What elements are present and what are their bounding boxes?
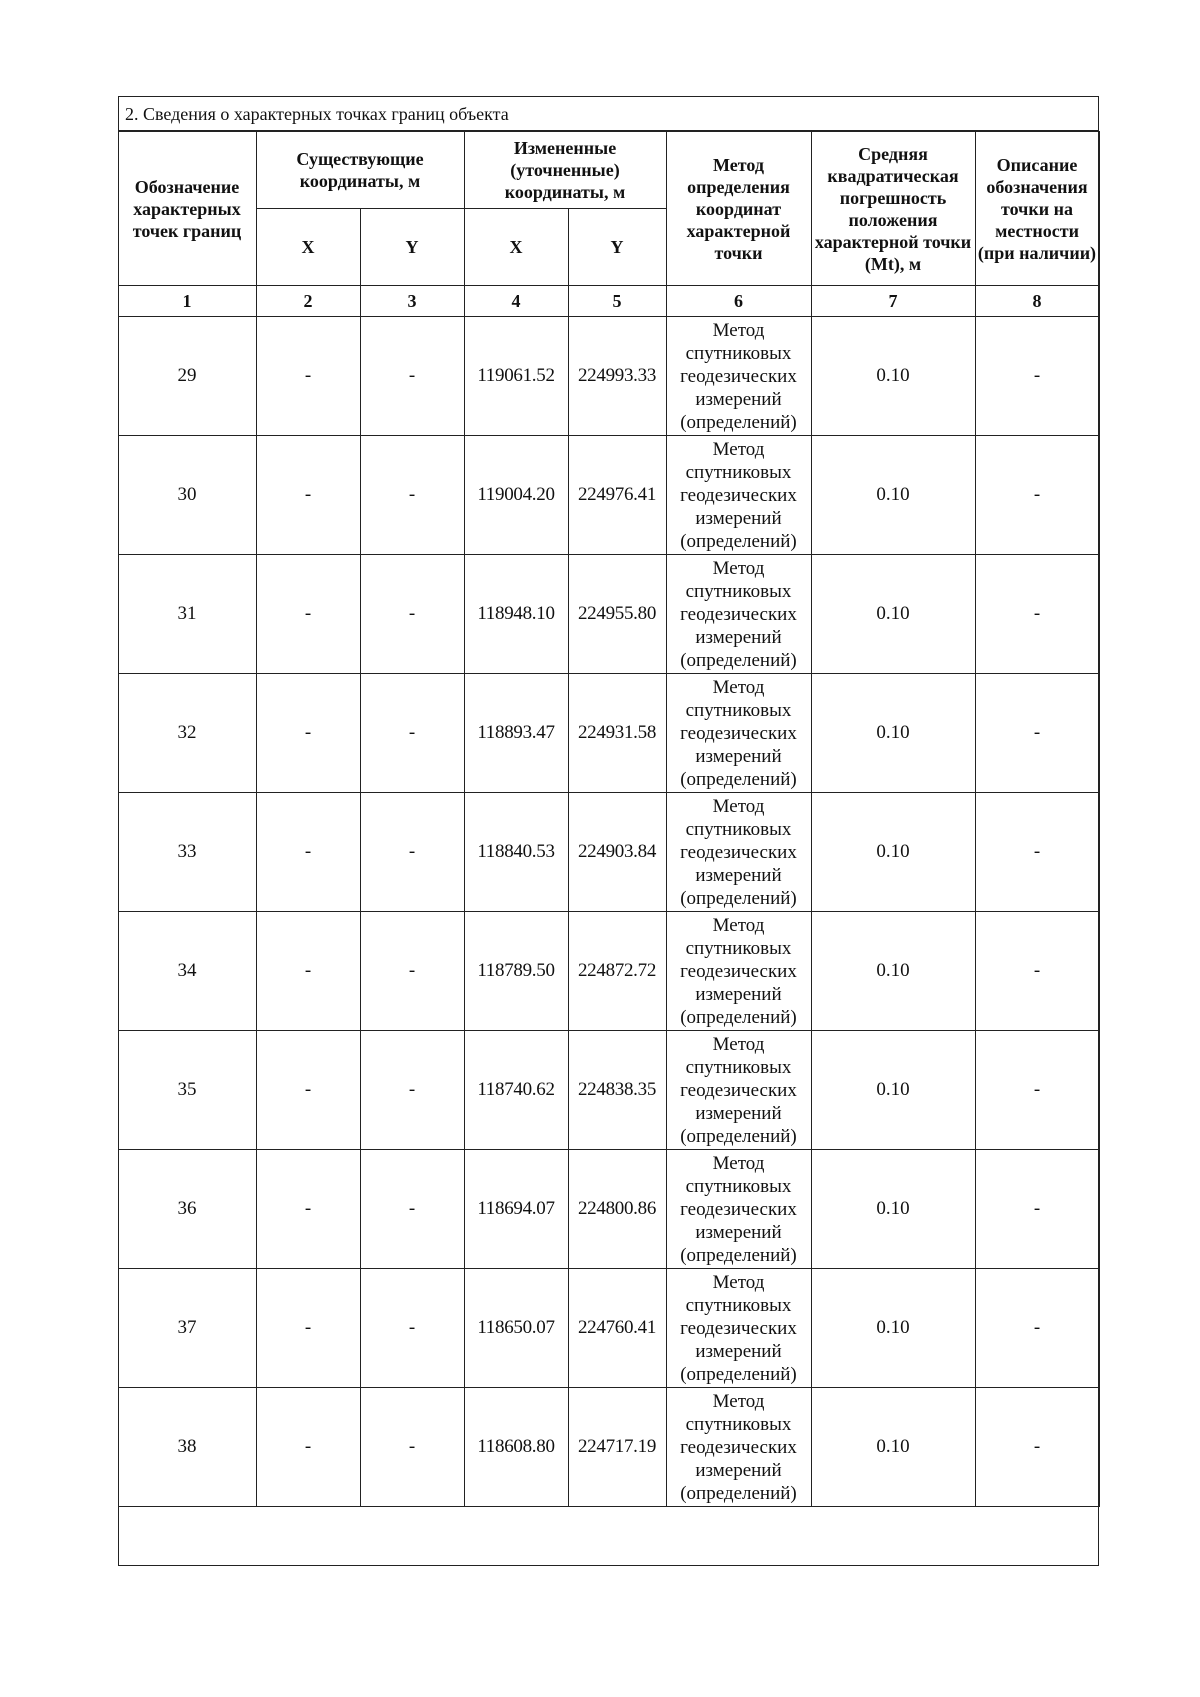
cell-existing-x: - (256, 1388, 360, 1507)
cell-changed-x: 119004.20 (464, 436, 568, 555)
table-row (118, 912, 1099, 1031)
header-existing-x: X (256, 209, 360, 286)
cell-point-id: 29 (118, 317, 256, 436)
cell-changed-y: 224872.72 (568, 912, 666, 1031)
cell-existing-y: - (360, 1388, 464, 1507)
cell-existing-y: - (360, 1031, 464, 1150)
header-existing-y: Y (360, 209, 464, 286)
table-row (118, 436, 1099, 555)
cell-existing-x: - (256, 436, 360, 555)
cell-existing-y: - (360, 317, 464, 436)
section-title: 2. Сведения о характерных точках границ объекта (119, 97, 1098, 131)
cell-description: - (975, 555, 1099, 674)
cell-changed-x: 118840.53 (464, 793, 568, 912)
table-row (118, 674, 1099, 793)
cell-changed-x: 118650.07 (464, 1269, 568, 1388)
cell-description: - (975, 1031, 1099, 1150)
table-row (118, 1150, 1099, 1269)
cell-changed-y: 224931.58 (568, 674, 666, 793)
column-number: 6 (666, 286, 811, 317)
cell-method: Метод спутниковых геодезических измерений (определений) (666, 1269, 811, 1388)
column-number: 3 (360, 286, 464, 317)
header-changed-y: Y (568, 209, 666, 286)
column-number: 2 (256, 286, 360, 317)
cell-changed-y: 224760.41 (568, 1269, 666, 1388)
cell-description: - (975, 912, 1099, 1031)
cell-changed-x: 118608.80 (464, 1388, 568, 1507)
cell-mean-error: 0.10 (811, 1031, 975, 1150)
cell-point-id: 34 (118, 912, 256, 1031)
column-number: 1 (118, 286, 256, 317)
cell-point-id: 38 (118, 1388, 256, 1507)
cell-existing-x: - (256, 912, 360, 1031)
cell-mean-error: 0.10 (811, 436, 975, 555)
cell-description: - (975, 1269, 1099, 1388)
table-row (118, 1031, 1099, 1150)
header-description: Описание обозначения точки на местности (при наличии) (975, 132, 1099, 286)
column-number: 4 (464, 286, 568, 317)
cell-changed-x: 119061.52 (464, 317, 568, 436)
cell-point-id: 32 (118, 674, 256, 793)
table-row (118, 317, 1099, 436)
column-number: 8 (975, 286, 1099, 317)
cell-changed-y: 224993.33 (568, 317, 666, 436)
cell-existing-x: - (256, 793, 360, 912)
cell-mean-error: 0.10 (811, 912, 975, 1031)
table-row (118, 1388, 1099, 1507)
cell-changed-x: 118694.07 (464, 1150, 568, 1269)
header-method: Метод определения координат характерной точки (666, 132, 811, 286)
header-existing-coordinates: Существующие координаты, м (256, 132, 464, 209)
cell-method: Метод спутниковых геодезических измерений (определений) (666, 793, 811, 912)
cell-existing-y: - (360, 674, 464, 793)
cell-description: - (975, 436, 1099, 555)
cell-method: Метод спутниковых геодезических измерений (определений) (666, 1388, 811, 1507)
cell-description: - (975, 1388, 1099, 1507)
cell-point-id: 36 (118, 1150, 256, 1269)
table-row (118, 555, 1099, 674)
cell-method: Метод спутниковых геодезических измерений (определений) (666, 674, 811, 793)
cell-method: Метод спутниковых геодезических измерений (определений) (666, 1150, 811, 1269)
table-row (118, 793, 1099, 912)
cell-point-id: 37 (118, 1269, 256, 1388)
cell-existing-y: - (360, 555, 464, 674)
cell-changed-y: 224717.19 (568, 1388, 666, 1507)
empty-footer-area (119, 1507, 1098, 1571)
cell-existing-x: - (256, 317, 360, 436)
header-changed-x: X (464, 209, 568, 286)
cell-existing-x: - (256, 1269, 360, 1388)
cell-method: Метод спутниковых геодезических измерений (определений) (666, 436, 811, 555)
cell-point-id: 35 (118, 1031, 256, 1150)
cell-mean-error: 0.10 (811, 1269, 975, 1388)
cell-existing-y: - (360, 1269, 464, 1388)
table-body (118, 317, 1099, 1507)
cell-existing-y: - (360, 1150, 464, 1269)
header-changed-coordinates: Измененные (уточненные) координаты, м (464, 132, 666, 209)
cell-existing-y: - (360, 436, 464, 555)
cell-changed-x: 118948.10 (464, 555, 568, 674)
document-sheet (118, 96, 1099, 1566)
cell-existing-y: - (360, 912, 464, 1031)
cell-existing-x: - (256, 555, 360, 674)
cell-description: - (975, 317, 1099, 436)
cell-mean-error: 0.10 (811, 1150, 975, 1269)
cell-description: - (975, 1150, 1099, 1269)
column-number: 7 (811, 286, 975, 317)
cell-point-id: 30 (118, 436, 256, 555)
column-number: 5 (568, 286, 666, 317)
cell-existing-x: - (256, 1150, 360, 1269)
cell-description: - (975, 674, 1099, 793)
cell-changed-y: 224955.80 (568, 555, 666, 674)
cell-method: Метод спутниковых геодезических измерений (определений) (666, 555, 811, 674)
cell-mean-error: 0.10 (811, 555, 975, 674)
table-row (118, 1269, 1099, 1388)
cell-mean-error: 0.10 (811, 793, 975, 912)
cell-mean-error: 0.10 (811, 317, 975, 436)
cell-changed-y: 224838.35 (568, 1031, 666, 1150)
cell-mean-error: 0.10 (811, 674, 975, 793)
cell-changed-x: 118893.47 (464, 674, 568, 793)
cell-changed-y: 224800.86 (568, 1150, 666, 1269)
cell-mean-error: 0.10 (811, 1388, 975, 1507)
cell-description: - (975, 793, 1099, 912)
cell-existing-y: - (360, 793, 464, 912)
cell-point-id: 31 (118, 555, 256, 674)
cell-changed-y: 224976.41 (568, 436, 666, 555)
cell-changed-x: 118789.50 (464, 912, 568, 1031)
cell-changed-x: 118740.62 (464, 1031, 568, 1150)
cell-changed-y: 224903.84 (568, 793, 666, 912)
cell-point-id: 33 (118, 793, 256, 912)
cell-method: Метод спутниковых геодезических измерений (определений) (666, 317, 811, 436)
cell-existing-x: - (256, 1031, 360, 1150)
cell-method: Метод спутниковых геодезических измерений (определений) (666, 912, 811, 1031)
cell-existing-x: - (256, 674, 360, 793)
header-mean-error: Средняя квадратическая погрешность положения характерной точки (Mt), м (811, 132, 975, 286)
boundary-points-table (118, 131, 1100, 1507)
cell-method: Метод спутниковых геодезических измерений (определений) (666, 1031, 811, 1150)
header-point-designation: Обозначение характерных точек границ (118, 132, 256, 286)
